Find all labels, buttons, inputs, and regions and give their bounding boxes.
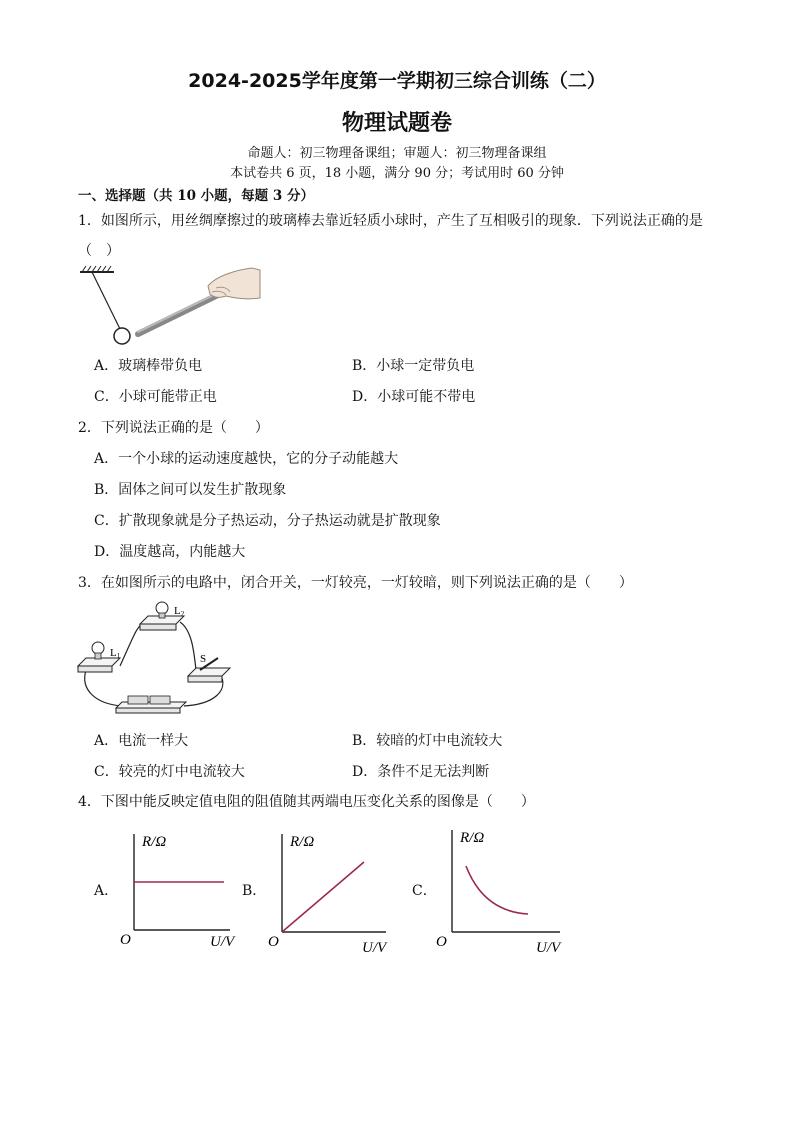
graph-c-ylabel: R/Ω xyxy=(460,830,485,846)
question-4-stem: 4．下图中能反映定值电阻的阻值随其两端电压变化关系的图像是（ ） xyxy=(78,794,535,810)
section-title: 一、选择题（共 10 小题，每题 3 分） xyxy=(78,188,314,204)
graph-a-ylabel: R/Ω xyxy=(142,834,167,850)
graph-b-ylabel: R/Ω xyxy=(290,834,315,850)
question-3-stem: 3．在如图所示的电路中，闭合开关，一灯较亮，一灯较暗，则下列说法正确的是（ ） xyxy=(78,575,633,591)
q3-option-d: D．条件不足无法判断 xyxy=(352,764,490,780)
q2-option-b: B．固体之间可以发生扩散现象 xyxy=(94,482,287,498)
q3-option-a: A．电流一样大 xyxy=(94,733,189,749)
q1-option-c: C．小球可能带正电 xyxy=(94,389,217,405)
graph-a xyxy=(114,826,244,954)
q2-option-a: A．一个小球的运动速度越快，它的分子动能越大 xyxy=(94,451,399,467)
q3-option-b: B．较暗的灯中电流较大 xyxy=(352,733,503,749)
q4-option-c-label: C． xyxy=(412,883,437,899)
graph-b-curve xyxy=(282,862,364,932)
switch-s-label: S xyxy=(200,653,207,665)
question-1-paren: （ ） xyxy=(78,243,120,259)
exam-title: 2024-2025学年度第一学期初三综合训练（二） xyxy=(188,70,606,92)
graph-c-xlabel: U/V xyxy=(536,940,561,956)
q1-option-a: A．玻璃棒带负电 xyxy=(94,358,203,374)
lamp-l2-label: L2 xyxy=(174,605,185,618)
graph-c xyxy=(432,822,578,958)
question-2-stem: 2．下列说法正确的是（ ） xyxy=(78,420,269,436)
q2-option-d: D．温度越高，内能越大 xyxy=(94,544,246,560)
circuit-figure xyxy=(76,600,236,718)
graph-b-origin: O xyxy=(268,934,279,950)
q4-option-a-label: A． xyxy=(94,883,119,899)
q1-option-b: B．小球一定带负电 xyxy=(352,358,475,374)
graph-c-origin: O xyxy=(436,934,447,950)
lamp-l1-label: L1 xyxy=(110,647,121,660)
glass-rod-and-ball-figure xyxy=(76,262,266,348)
exam-info-line: 本试卷共 6 页，18 小题，满分 90 分；考试用时 60 分钟 xyxy=(230,166,564,181)
graph-a-origin: O xyxy=(120,932,131,948)
question-1-stem: 1．如图所示，用丝绸摩擦过的玻璃棒去靠近轻质小球时，产生了互相吸引的现象．下列说法正确的是 xyxy=(78,213,703,229)
graph-a-xlabel: U/V xyxy=(210,934,235,950)
q2-option-c: C．扩散现象就是分子热运动，分子热运动就是扩散现象 xyxy=(94,513,441,529)
paper-subtitle: 物理试题卷 xyxy=(341,111,452,136)
graph-c-curve xyxy=(466,866,528,914)
q1-option-d: D．小球可能不带电 xyxy=(352,389,476,405)
graph-b xyxy=(262,826,402,958)
q4-option-b-label: B． xyxy=(242,883,267,899)
q3-option-c: C．较亮的灯中电流较大 xyxy=(94,764,245,780)
authors-line: 命题人：初三物理备课组；审题人：初三物理备课组 xyxy=(247,146,547,161)
graph-b-xlabel: U/V xyxy=(362,940,387,956)
